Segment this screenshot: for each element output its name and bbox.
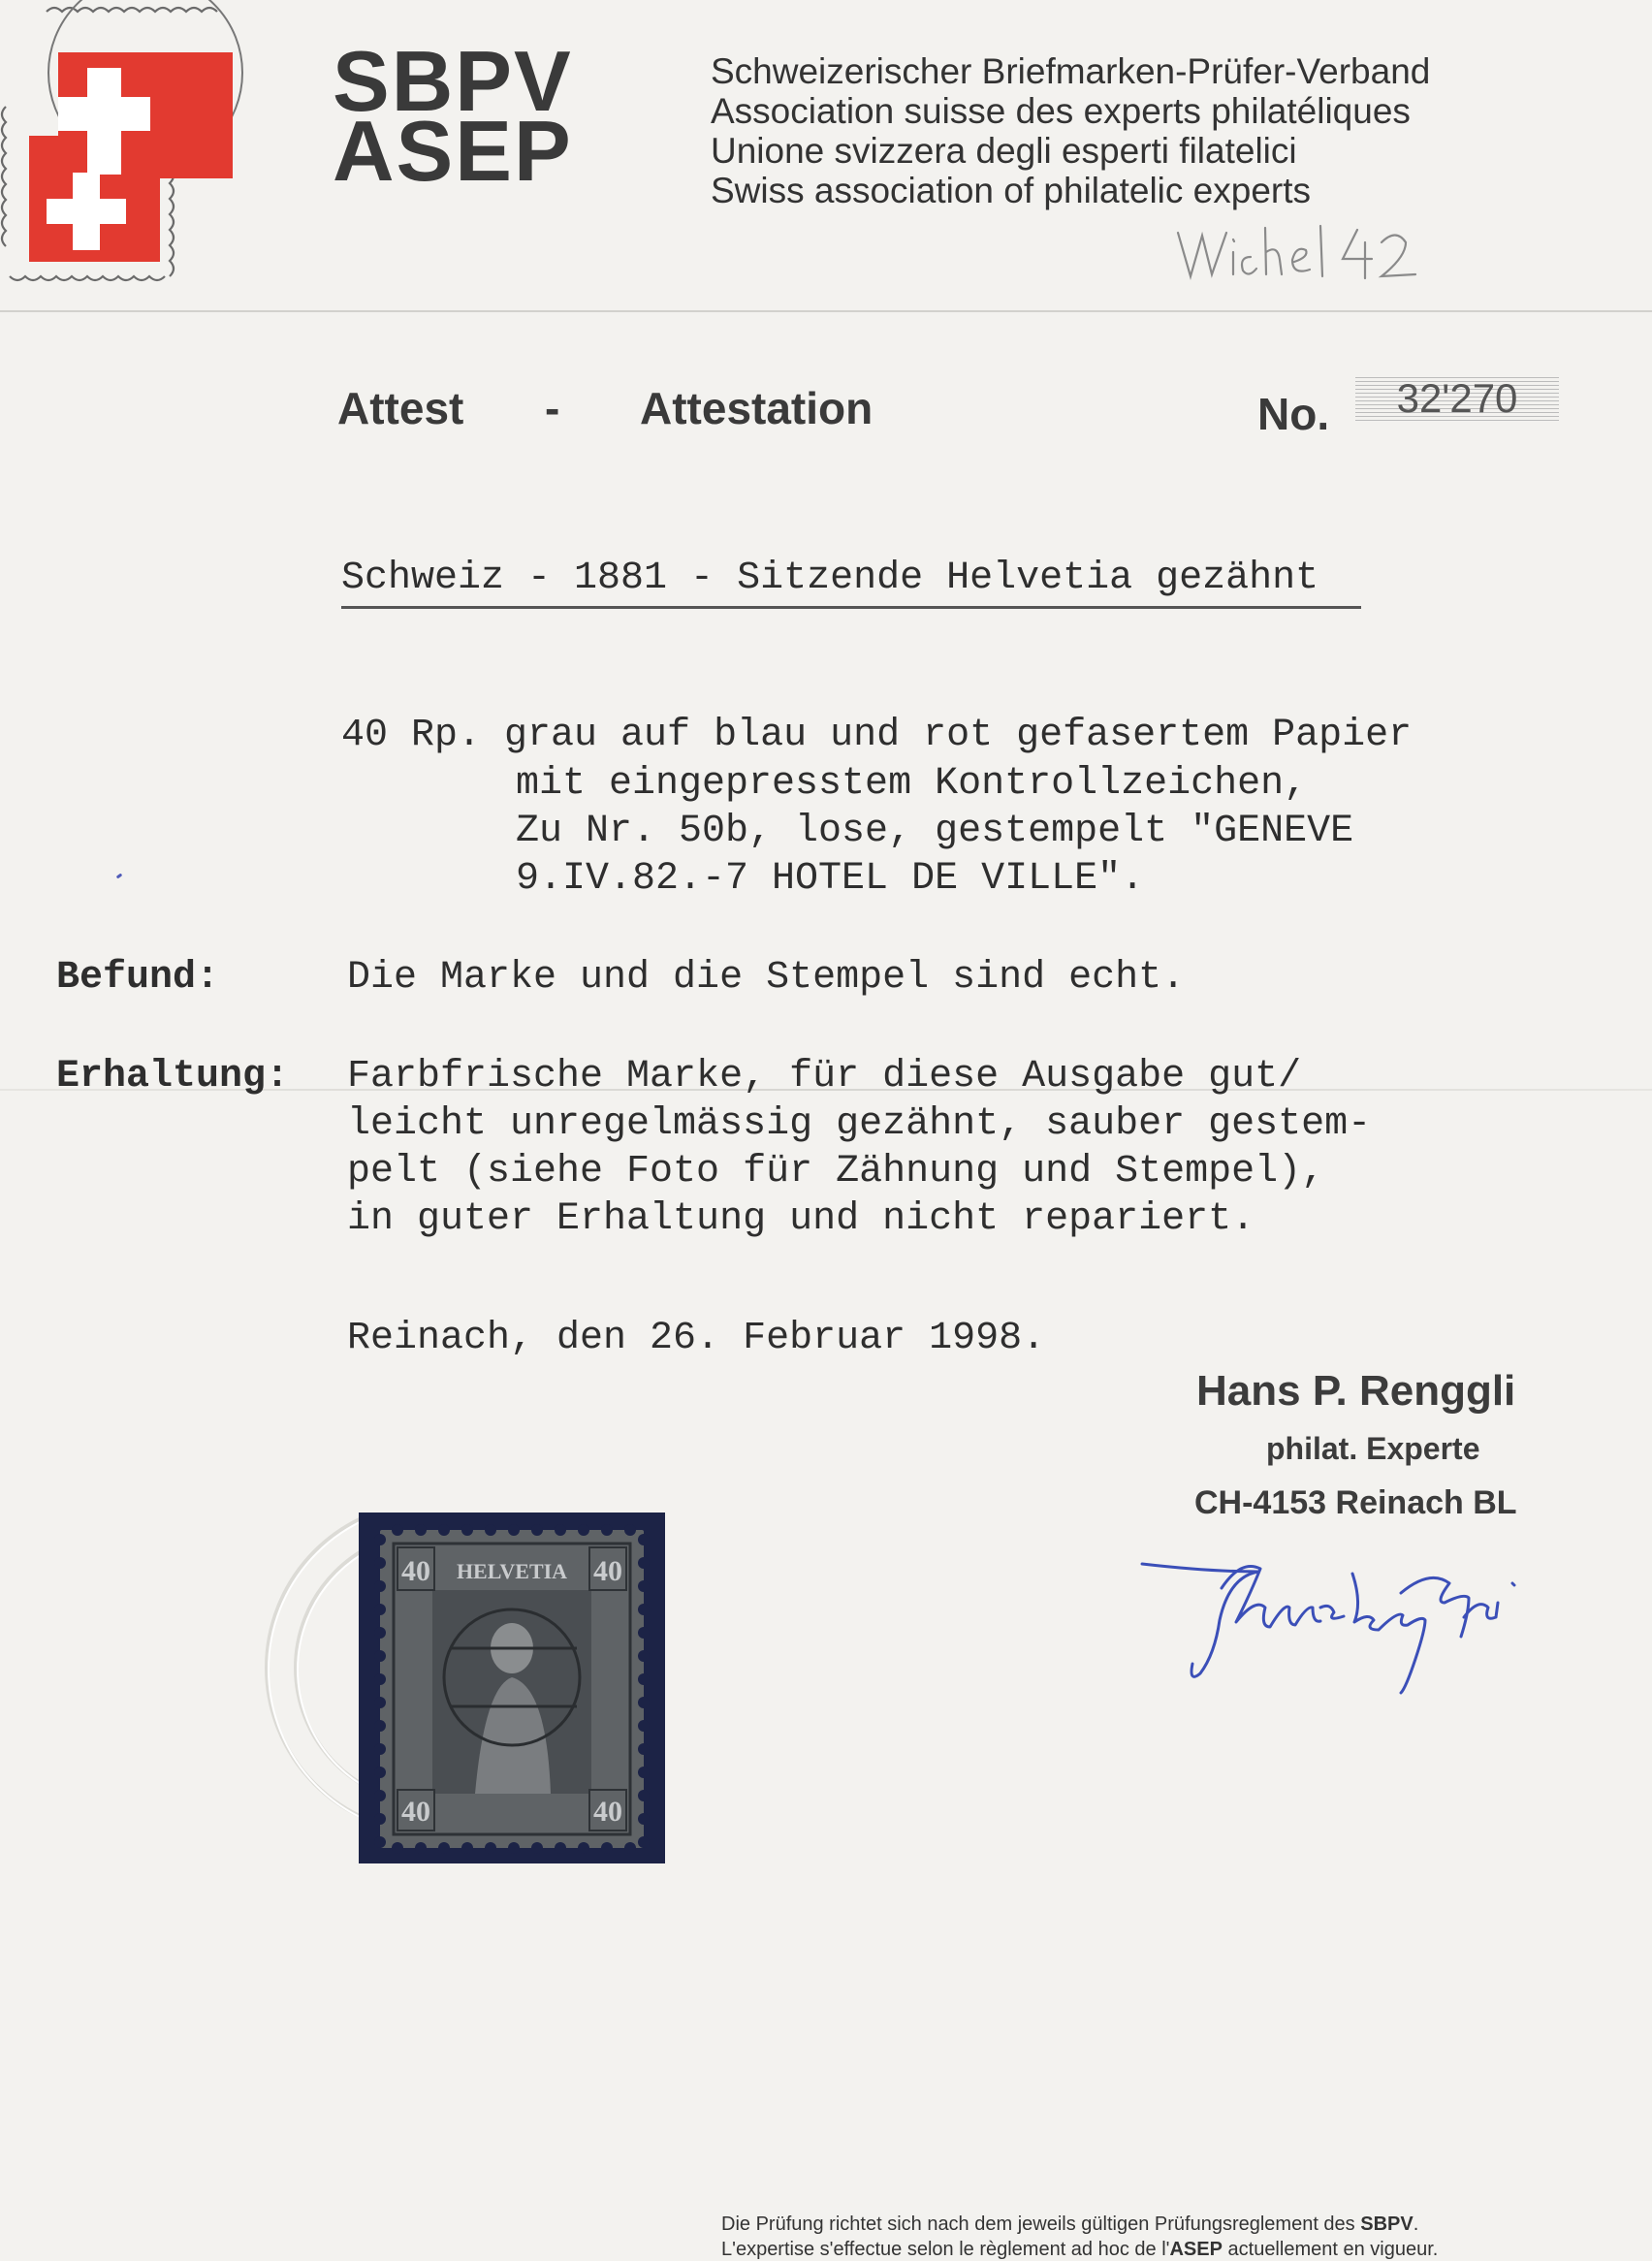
findings-label: Befund: <box>56 956 220 1000</box>
description-line: mit eingepresstem Kontrollzeichen, <box>516 762 1308 806</box>
expert-signature <box>1134 1549 1571 1704</box>
association-name-it: Unione svizzera degli esperti filatelici <box>711 131 1297 171</box>
association-name-de: Schweizerischer Briefmarken-Prüfer-Verband <box>711 51 1431 91</box>
association-name-en: Swiss association of philatelic experts <box>711 171 1312 210</box>
stamp-value-bl: 40 <box>401 1796 430 1828</box>
condition-line: leicht unregelmässig gezähnt, sauber gestem- <box>347 1102 1372 1146</box>
title-attest: Attest <box>337 383 464 433</box>
findings-text: Die Marke und die Stempel sind echt. <box>347 956 1186 1000</box>
brand-sbpv: SBPV <box>333 33 573 129</box>
sbpv-logo <box>0 0 320 291</box>
subject-underline <box>341 606 1361 609</box>
place-and-date: Reinach, den 26. Februar 1998. <box>347 1317 1046 1360</box>
expert-address: CH-4153 Reinach BL <box>1194 1484 1517 1521</box>
stamp-value-tr: 40 <box>593 1555 622 1587</box>
description-line: 40 Rp. grau auf blau und rot gefasertem Papier <box>341 714 1413 757</box>
stamp-value-tl: 40 <box>401 1555 430 1587</box>
condition-line: in guter Erhaltung und nicht repariert. <box>347 1197 1255 1241</box>
certificate-number: 32'270 <box>1355 374 1559 423</box>
expert-name: Hans P. Renggli <box>1196 1367 1516 1415</box>
header-divider <box>0 310 1652 312</box>
expert-title: philat. Experte <box>1266 1431 1480 1466</box>
handwritten-note <box>1173 218 1435 286</box>
footer-note-fr: L'expertise s'effectue selon le règlement ad hoc de l'ASEP actuellement en vigueur. <box>721 2239 1439 2260</box>
description-line: 9.IV.82.-7 HOTEL DE VILLE". <box>516 857 1145 901</box>
ink-mark <box>116 874 123 879</box>
description-line: Zu Nr. 50b, lose, gestempelt "GENEVE <box>516 810 1354 853</box>
footer-note-de: Die Prüfung richtet sich nach dem jeweils gültigen Prüfungsreglement des SBPV. <box>721 2213 1419 2235</box>
condition-label: Erhaltung: <box>56 1055 290 1099</box>
stamp-country: HELVETIA <box>456 1559 568 1583</box>
certificate-number-label: No. <box>1257 389 1330 439</box>
association-name-fr: Association suisse des experts philatéliques <box>711 91 1411 131</box>
stamp-value-br: 40 <box>593 1796 622 1828</box>
title-separator: - <box>545 383 560 433</box>
condition-line: Farbfrische Marke, für diese Ausgabe gut/ <box>347 1055 1302 1099</box>
brand-asep: ASEP <box>333 103 573 199</box>
condition-line: pelt (siehe Foto für Zähnung und Stempel), <box>347 1150 1325 1194</box>
stamp-photo <box>359 1513 665 1863</box>
title-attestation: Attestation <box>640 383 874 433</box>
certificate-subject: Schweiz - 1881 - Sitzende Helvetia gezähnt <box>341 557 1319 600</box>
